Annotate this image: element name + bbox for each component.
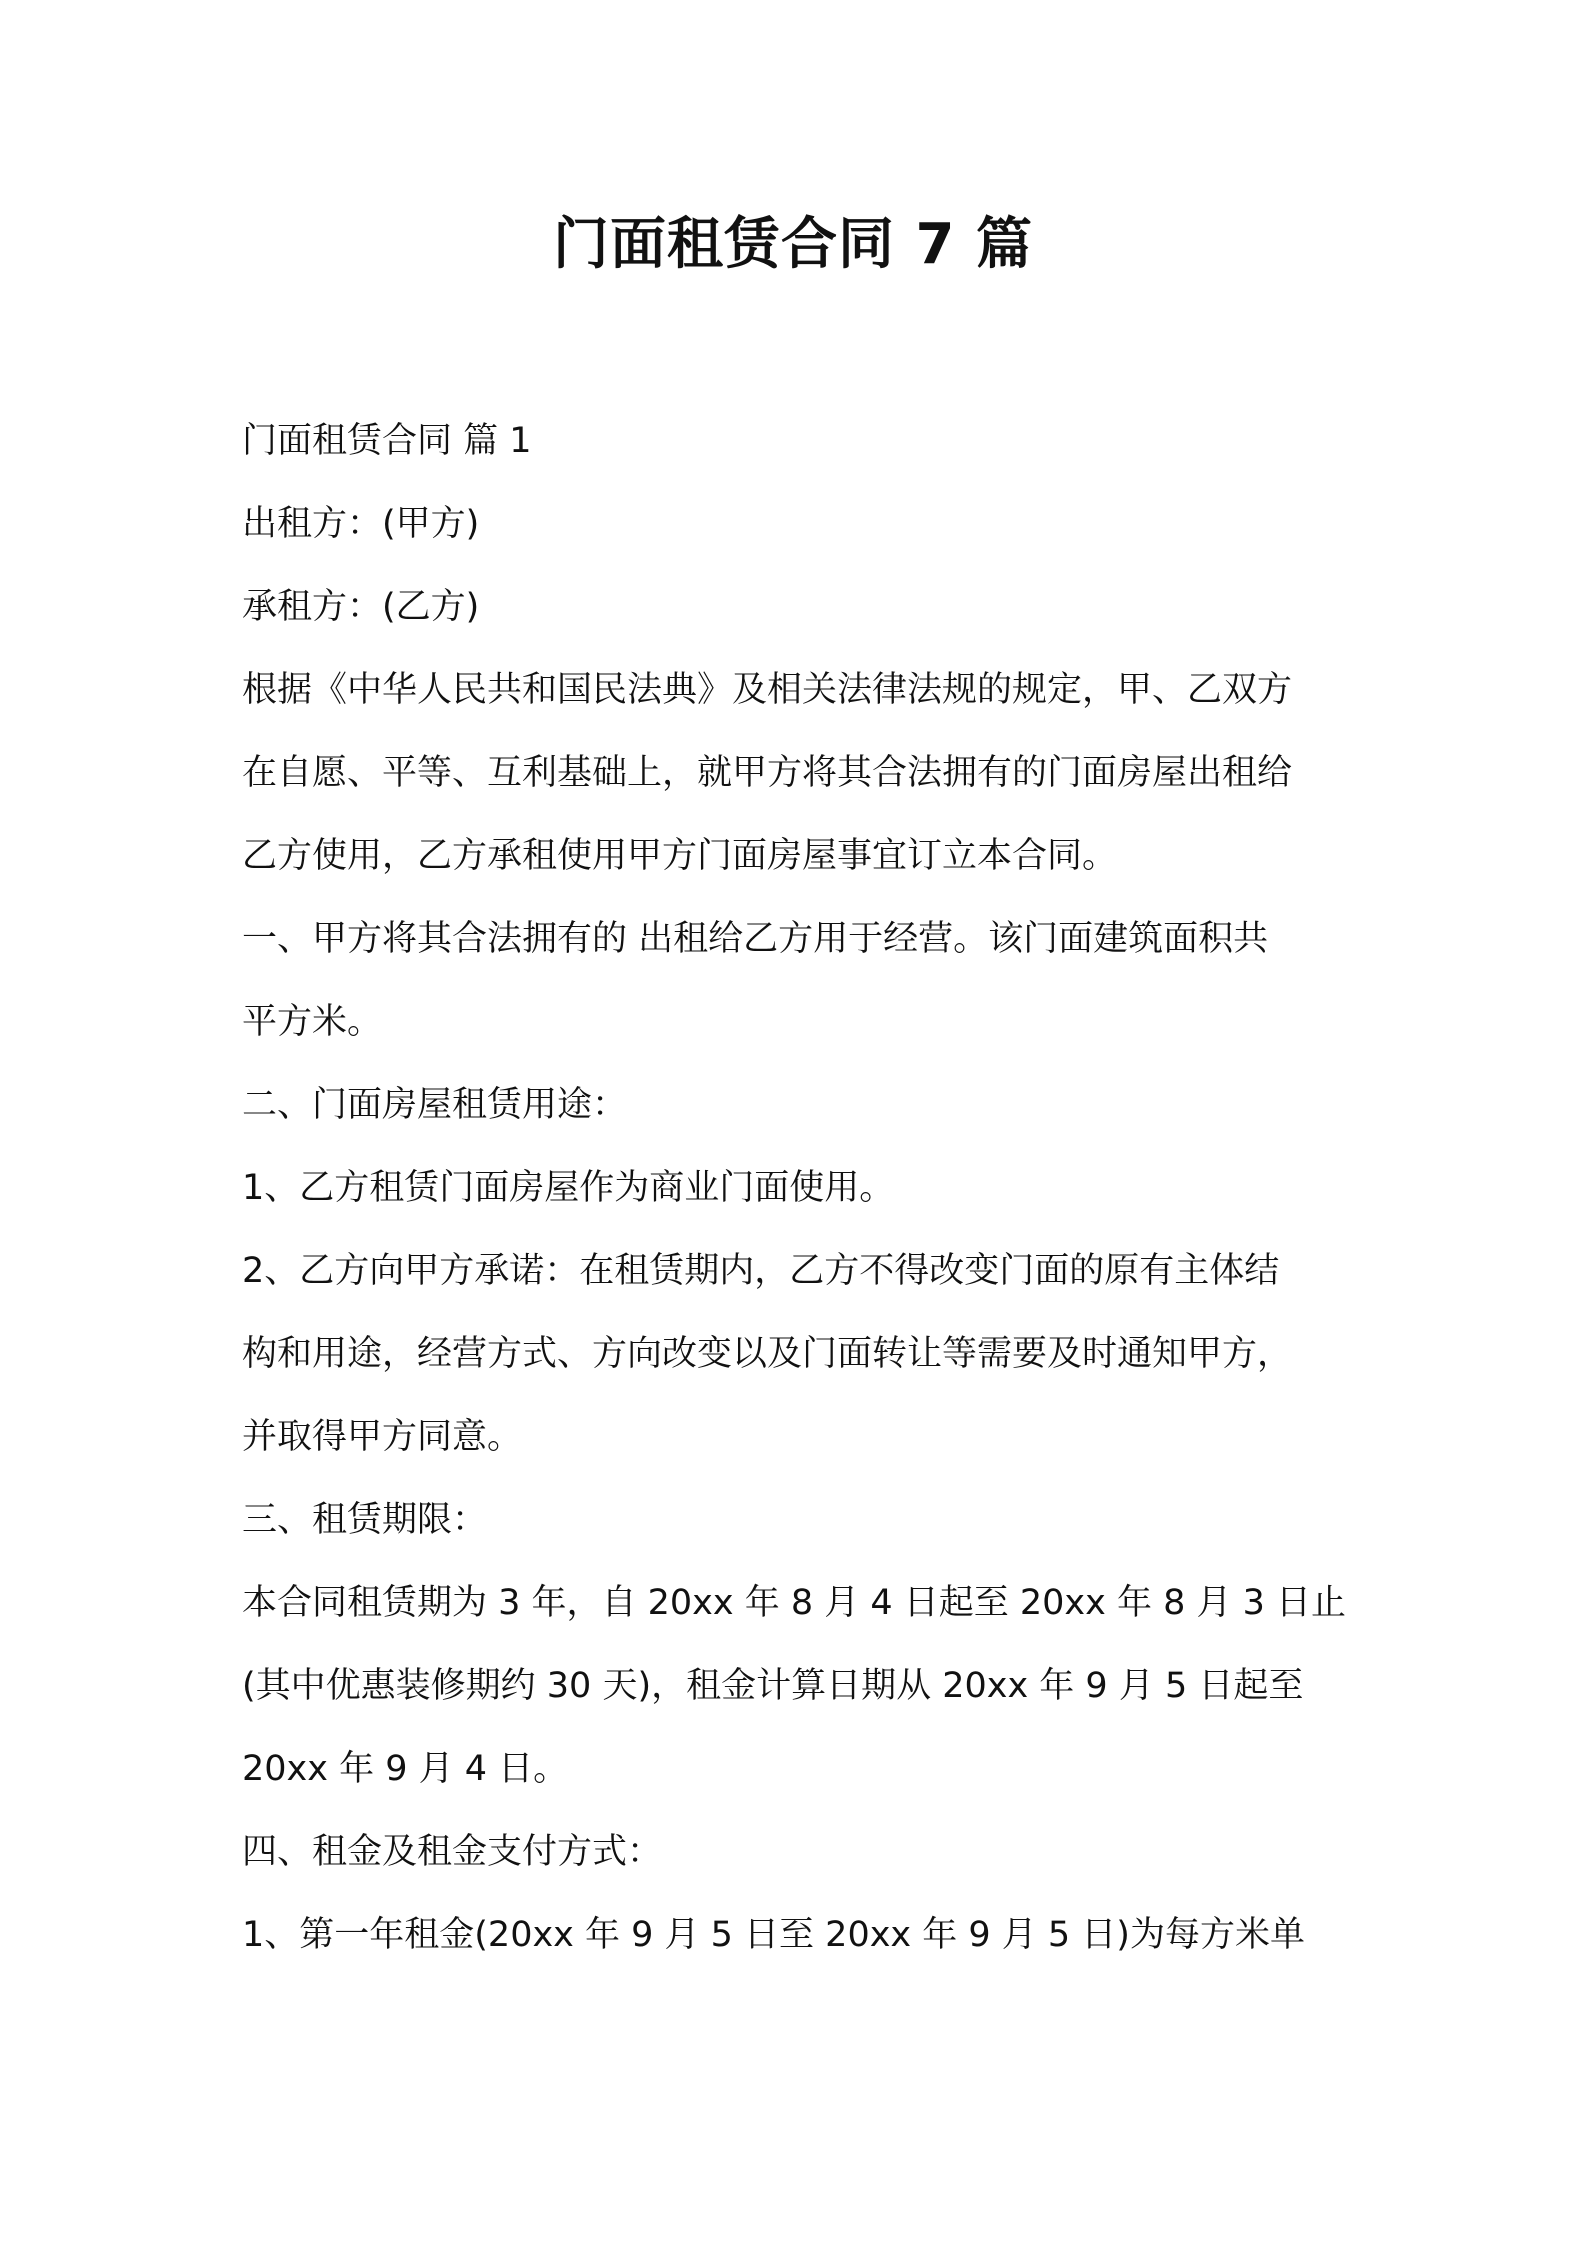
lessee-line: 承租方：(乙方): [242, 587, 480, 627]
lease-term-line: 本合同租赁期为 3 年，自 20xx 年 8 月 4 日起至 20xx 年 8 月 3 日止: [242, 1583, 1347, 1623]
document-title: 门面租赁合同 7 篇: [553, 212, 1033, 277]
section-two-item-2: 构和用途，经营方式、方向改变以及门面转让等需要及时通知甲方，: [242, 1334, 1293, 1374]
section-one-line: 一、甲方将其合法拥有的 出租给乙方用于经营。该门面建筑面积共: [242, 919, 1269, 959]
section-two-heading: 二、门面房屋租赁用途：: [242, 1085, 628, 1125]
lease-term-line: (其中优惠装修期约 30 天)，租金计算日期从 20xx 年 9 月 5 日起至: [242, 1666, 1304, 1706]
paragraph-line: 根据《中华人民共和国民法典》及相关法律法规的规定，甲、乙双方: [242, 670, 1293, 710]
section-two-item-2: 并取得甲方同意。: [242, 1417, 523, 1457]
section-two-item-2: 2、乙方向甲方承诺：在租赁期内，乙方不得改变门面的原有主体结: [242, 1251, 1280, 1291]
rent-item-1: 1、第一年租金(20xx 年 9 月 5 日至 20xx 年 9 月 5 日)为每方米单: [242, 1915, 1305, 1955]
paragraph-line: 乙方使用，乙方承租使用甲方门面房屋事宜订立本合同。: [242, 836, 1118, 876]
lessor-line: 出租方：(甲方): [242, 504, 480, 544]
section-four-heading: 四、租金及租金支付方式：: [242, 1832, 663, 1872]
document-body: [242, 400, 1352, 1977]
section-three-heading: 三、租赁期限：: [242, 1500, 488, 1540]
lease-term-line: 20xx 年 9 月 4 日。: [242, 1749, 569, 1789]
section-two-item-1: 1、乙方租赁门面房屋作为商业门面使用。: [242, 1168, 895, 1208]
paragraph-line: 在自愿、平等、互利基础上，就甲方将其合法拥有的门面房屋出租给: [242, 753, 1293, 793]
heading-part-1: 门面租赁合同 篇 1: [242, 421, 532, 461]
section-one-line: 平方米。: [242, 1002, 383, 1042]
